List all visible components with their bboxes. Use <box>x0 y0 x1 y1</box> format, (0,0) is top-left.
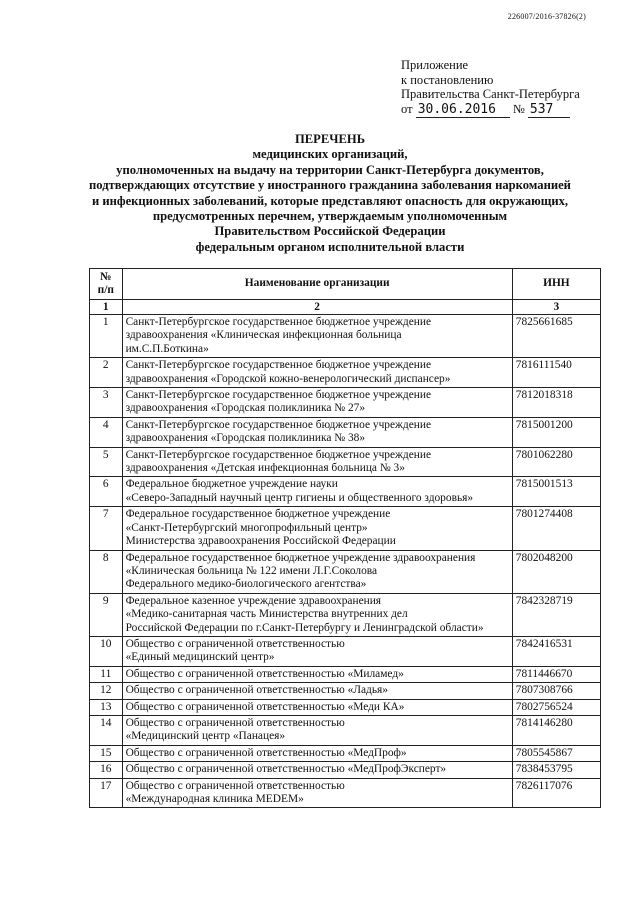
row-number: 14 <box>90 715 123 745</box>
table-row <box>90 699 601 715</box>
appendix-line-2: к постановлению <box>401 72 494 87</box>
column-number: 3 <box>512 300 600 315</box>
organization-inn: 7802756524 <box>512 699 600 715</box>
organization-name: Общество с ограниченной ответственностью «Миламед» <box>122 666 512 682</box>
organization-inn: 7811446670 <box>512 666 600 682</box>
column-number-row <box>90 300 601 315</box>
organization-name: Санкт-Петербургское государственное бюджетное учреждение здравоохранения «Клиническая инфекционная больница им.С.П.Боткина» <box>122 315 512 358</box>
row-number: 15 <box>90 745 123 761</box>
organization-inn: 7826117076 <box>512 778 600 808</box>
row-number: 17 <box>90 778 123 808</box>
organization-name: Общество с ограниченной ответственностью «Международная клиника MEDEM» <box>122 778 512 808</box>
heading-line: предусмотренных перечнем, утверждаемым уполномоченным <box>152 209 508 224</box>
header-inn: ИНН <box>512 269 600 300</box>
row-number: 8 <box>90 550 123 593</box>
row-number: 16 <box>90 762 123 778</box>
organization-name: Санкт-Петербургское государственное бюджетное учреждение здравоохранения «Городской кожно-венерологический диспансер» <box>122 358 512 388</box>
table-row <box>90 447 601 477</box>
organization-name: Санкт-Петербургское государственное бюджетное учреждение здравоохранения «Городская поликлиника № 27» <box>122 388 512 418</box>
heading-line: подтверждающих отсутствие у иностранного гражданина заболевания наркоманией <box>89 178 571 193</box>
organization-inn: 7815001200 <box>512 417 600 447</box>
row-number: 2 <box>90 358 123 388</box>
table-row <box>90 315 601 358</box>
table-row <box>90 745 601 761</box>
organization-inn: 7816111540 <box>512 358 600 388</box>
organization-inn: 7805545867 <box>512 745 600 761</box>
appendix-line-3: Правительства Санкт-Петербурга <box>401 87 580 102</box>
row-number: 11 <box>90 666 123 682</box>
row-number: 10 <box>90 636 123 666</box>
organization-name: Общество с ограниченной ответственностью «МедПроф» <box>122 745 512 761</box>
row-number: 9 <box>90 593 123 636</box>
heading-line: медицинских организаций, <box>252 147 408 162</box>
organization-name: Санкт-Петербургское государственное бюджетное учреждение здравоохранения «Детская инфекционная больница № 3» <box>122 447 512 477</box>
row-number: 7 <box>90 507 123 550</box>
organization-inn: 7842416531 <box>512 636 600 666</box>
table-row <box>90 477 601 507</box>
document-heading <box>60 132 600 255</box>
organization-inn: 7801274408 <box>512 507 600 550</box>
organization-inn: 7814146280 <box>512 715 600 745</box>
organization-inn: 7812018318 <box>512 388 600 418</box>
organization-inn: 7838453795 <box>512 762 600 778</box>
organization-inn: 7801062280 <box>512 447 600 477</box>
row-number: 3 <box>90 388 123 418</box>
organization-inn: 7825661685 <box>512 315 600 358</box>
table-row <box>90 388 601 418</box>
table-body <box>90 315 601 808</box>
organizations-table <box>89 268 601 808</box>
organization-name: Общество с ограниченной ответственностью «Медицинский центр «Панацея» <box>122 715 512 745</box>
table-row <box>90 507 601 550</box>
heading-line: федеральным органом исполнительной власти <box>195 239 465 254</box>
heading-line: уполномоченных на выдачу на территории Санкт-Петербурга документов, <box>116 162 544 177</box>
column-number: 1 <box>90 300 123 315</box>
column-number: 2 <box>122 300 512 315</box>
organization-name: Общество с ограниченной ответственностью «Меди КА» <box>122 699 512 715</box>
row-number: 12 <box>90 683 123 699</box>
resolution-date: 30.06.2016 <box>416 103 510 118</box>
header-name: Наименование организации <box>122 269 512 300</box>
table-row <box>90 550 601 593</box>
row-number: 4 <box>90 417 123 447</box>
header-num: № п/п <box>90 269 123 300</box>
row-number: 5 <box>90 447 123 477</box>
organization-name: Общество с ограниченной ответственностью «Ладья» <box>122 683 512 699</box>
table-header-row <box>90 269 601 300</box>
organization-name: Федеральное бюджетное учреждение науки «Северо-Западный научный центр гигиены и общественного здоровья» <box>122 477 512 507</box>
row-number: 1 <box>90 315 123 358</box>
heading-title: ПЕРЕЧЕНЬ <box>294 132 366 146</box>
organization-inn: 7815001513 <box>512 477 600 507</box>
organization-name: Федеральное государственное бюджетное учреждение здравоохранения «Клиническая больница № 122 имени Л.Г.Соколова Федерального медико-биологического агентства» <box>122 550 512 593</box>
table-row <box>90 636 601 666</box>
table-row <box>90 417 601 447</box>
organization-inn: 7802048200 <box>512 550 600 593</box>
table-row <box>90 715 601 745</box>
organization-name: Федеральное государственное бюджетное учреждение «Санкт-Петербургский многопрофильный центр» Министерства здравоохранения Российской Федерации <box>122 507 512 550</box>
number-prefix: № <box>512 101 525 116</box>
heading-line: Правительством Российской Федерации <box>214 224 446 239</box>
table-row <box>90 762 601 778</box>
row-number: 13 <box>90 699 123 715</box>
organization-inn: 7807308766 <box>512 683 600 699</box>
organization-name: Федеральное казенное учреждение здравоохранения «Медико-санитарная часть Министерства внутренних дел Российской Федерации по г.Санкт-Петербургу и Ленинградской области» <box>122 593 512 636</box>
document-code: 226007/2016-37826(2) <box>507 12 586 21</box>
table-row <box>90 683 601 699</box>
appendix-date-row <box>401 102 580 118</box>
organization-name: Санкт-Петербургское государственное бюджетное учреждение здравоохранения «Городская поликлиника № 38» <box>122 417 512 447</box>
appendix-line-1: Приложение <box>401 58 469 72</box>
table-row <box>90 358 601 388</box>
table-row <box>90 778 601 808</box>
table-row <box>90 593 601 636</box>
row-number: 6 <box>90 477 123 507</box>
organization-name: Общество с ограниченной ответственностью «Единый медицинский центр» <box>122 636 512 666</box>
organization-name: Общество с ограниченной ответственностью «МедПрофЭксперт» <box>122 762 512 778</box>
table-row <box>90 666 601 682</box>
resolution-number: 537 <box>528 103 570 118</box>
heading-line: и инфекционных заболеваний, которые представляют опасность для окружающих, <box>91 193 569 208</box>
organization-inn: 7842328719 <box>512 593 600 636</box>
date-prefix: от <box>401 101 413 116</box>
appendix-block <box>401 58 580 118</box>
